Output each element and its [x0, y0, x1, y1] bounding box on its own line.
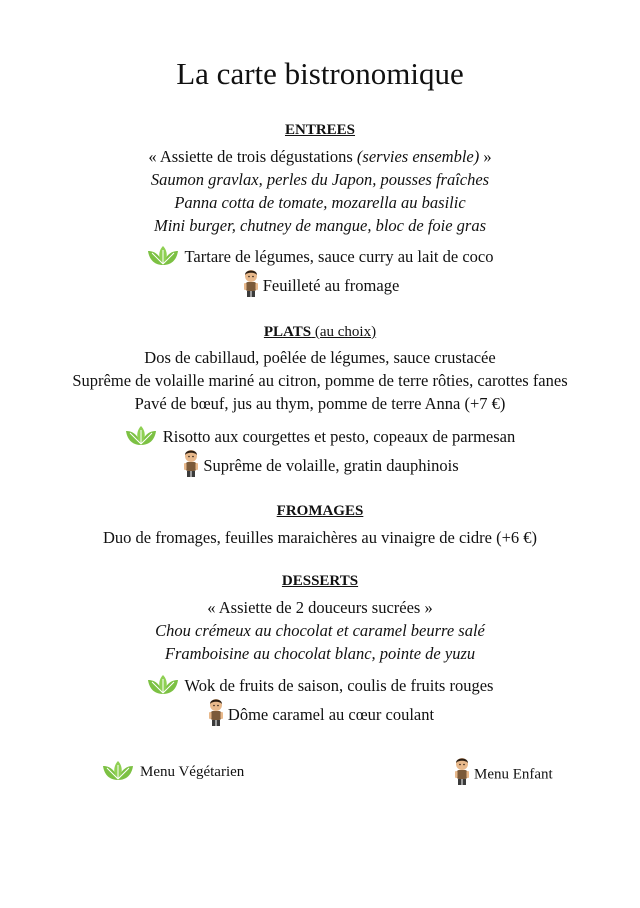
- entrees-kids-option: [0, 272, 640, 302]
- section-heading-plats: [0, 320, 640, 343]
- desserts-item: Framboisine au chocolat blanc, pointe de yuzu: [164, 644, 476, 663]
- plats-item: Pavé de bœuf, jus au thym, pomme de terre Anna (+7 €): [134, 394, 506, 413]
- entrees-vegetarian-option: [0, 246, 640, 269]
- entrees-intro-open: « Assiette de trois dégustations: [148, 147, 357, 166]
- plats-vegetarian-label: Risotto aux courgettes et pesto, copeaux de parmesan: [162, 427, 516, 446]
- entrees-item: Panna cotta de tomate, mozarella au basilic: [174, 193, 466, 212]
- fromages-heading: FROMAGES: [276, 503, 364, 519]
- section-heading-entrees: [0, 118, 640, 141]
- entrees-intro-close: »: [479, 147, 492, 166]
- leaf-icon: [125, 425, 157, 447]
- section-heading-desserts: [0, 569, 640, 592]
- plats-item: Dos de cabillaud, poêlée de légumes, sauce crustacée: [144, 348, 496, 367]
- entrees-kids-label: Feuilleté au fromage: [262, 275, 400, 295]
- leaf-icon: [147, 674, 179, 696]
- legend-vegetarian: [102, 760, 244, 784]
- desserts-item: Chou crémeux au chocolat et caramel beurre salé: [155, 621, 485, 640]
- leaf-icon: [147, 245, 179, 267]
- desserts-kids-label: Dôme caramel au cœur coulant: [227, 704, 435, 724]
- plats-item: Suprême de volaille mariné au citron, pomme de terre rôties, carottes fanes: [72, 371, 568, 390]
- desserts-kids-option: [0, 701, 640, 731]
- legend-kids: [452, 760, 553, 790]
- desserts-intro: « Assiette de 2 douceurs sucrées »: [207, 598, 433, 617]
- section-heading-fromages: [0, 499, 640, 522]
- plats-kids-label: Suprême de volaille, gratin dauphinois: [203, 455, 459, 475]
- child-icon: [452, 756, 472, 786]
- plats-heading: [264, 324, 376, 340]
- desserts-vegetarian-option: [0, 675, 640, 698]
- desserts-vegetarian-label: Wok de fruits de saison, coulis de fruits rouges: [184, 676, 494, 695]
- entrees-vegetarian-label: Tartare de légumes, sauce curry au lait de coco: [184, 247, 494, 266]
- entrees-intro: [0, 146, 640, 168]
- leaf-icon: [102, 760, 134, 782]
- desserts-heading: DESSERTS: [281, 573, 359, 589]
- legend-kids-label: Menu Enfant: [474, 766, 553, 783]
- fromages-item: Duo de fromages, feuilles maraichères au vinaigre de cidre (+6 €): [103, 528, 537, 547]
- legend-vegetarian-label: Menu Végétarien: [140, 764, 245, 780]
- entrees-intro-note: (servies ensemble): [356, 147, 480, 166]
- page-title: La carte bistronomique: [176, 56, 464, 91]
- child-icon: [241, 268, 261, 298]
- entrees-heading: ENTREES: [284, 122, 356, 138]
- plats-heading-note: (au choix): [314, 324, 377, 340]
- entrees-item: Mini burger, chutney de mangue, bloc de foie gras: [153, 216, 487, 235]
- plats-vegetarian-option: [0, 426, 640, 449]
- entrees-item: Saumon gravlax, perles du Japon, pousses fraîches: [150, 170, 490, 189]
- plats-kids-option: [0, 452, 640, 482]
- child-icon: [206, 697, 226, 727]
- plats-heading-label: PLATS: [263, 324, 312, 340]
- child-icon: [181, 448, 201, 478]
